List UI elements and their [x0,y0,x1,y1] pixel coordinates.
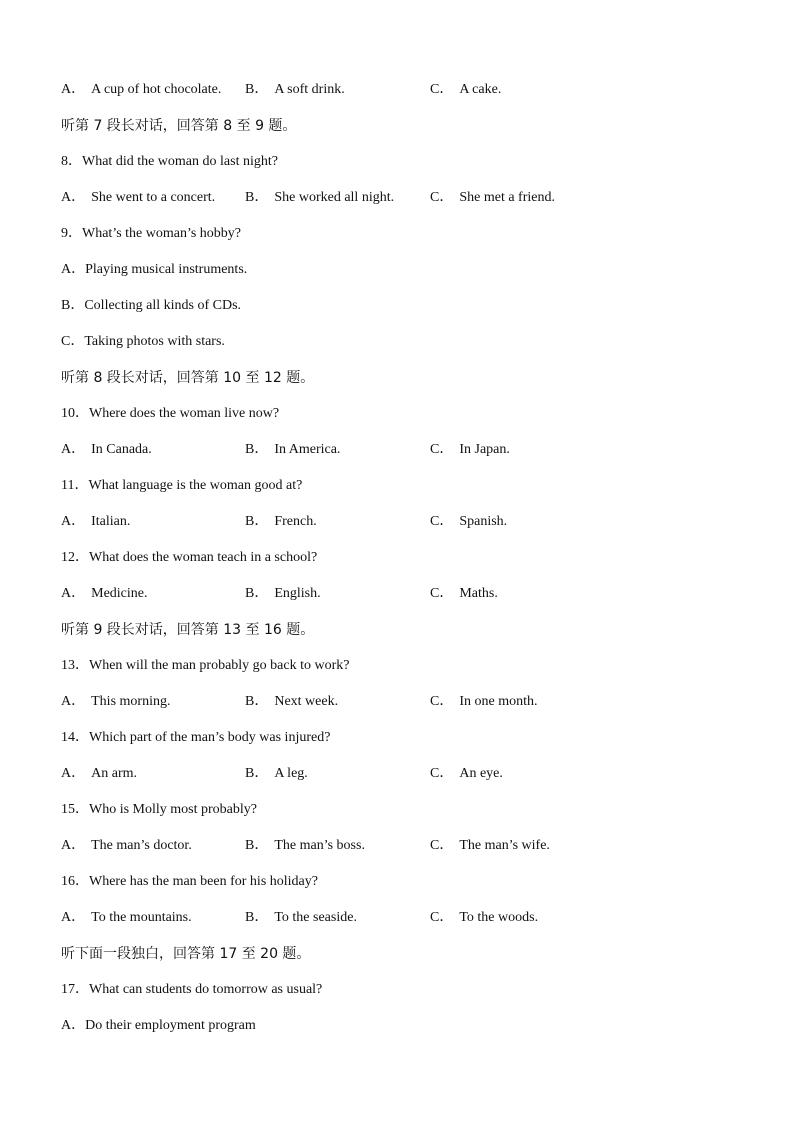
q15-option-b: B． The man’s boss. [245,838,365,853]
q11-option-a: A． Italian. [61,514,131,529]
question-8: 8．What did the woman do last night? [61,154,278,169]
q8-option-b: B． She worked all night. [245,190,395,205]
question-11: 11．What language is the woman good at? [61,478,303,493]
q12-option-a: A． Medicine. [61,586,148,601]
q8-option-a: A． She went to a concert. [61,190,216,205]
q17-option-a: A．Do their employment program [61,1018,256,1033]
question-17: 17．What can students do tomorrow as usual? [61,982,323,997]
q15-option-c: C． The man’s wife. [430,838,550,853]
question-13: 13．When will the man probably go back to work? [61,658,350,673]
q13-option-b: B． Next week. [245,694,339,709]
section-heading-8: 听第 8 段长对话，回答第 10 至 12 题。 [61,370,315,386]
q16-option-b: B． To the seaside. [245,910,357,925]
q8-option-c: C． She met a friend. [430,190,555,205]
q12-option-c: C． Maths. [430,586,498,601]
question-16: 16．Where has the man been for his holiday? [61,874,318,889]
section-heading-7: 听第 7 段长对话，回答第 8 至 9 题。 [61,118,297,134]
q10-option-a: A． In Canada. [61,442,152,457]
q11-option-c: C． Spanish. [430,514,508,529]
q7-option-c: C． A cake. [430,82,502,97]
q7-option-b: B． A soft drink. [245,82,345,97]
q16-option-a: A． To the mountains. [61,910,192,925]
q10-option-b: B． In America. [245,442,341,457]
q12-option-b: B． English. [245,586,321,601]
q11-option-b: B． French. [245,514,317,529]
question-12: 12．What does the woman teach in a school? [61,550,318,565]
q9-option-c: C．Taking photos with stars. [61,334,225,349]
q14-option-c: C． An eye. [430,766,503,781]
q14-option-b: B． A leg. [245,766,308,781]
section-heading-9: 听第 9 段长对话，回答第 13 至 16 题。 [61,622,315,638]
q9-option-a: A．Playing musical instruments. [61,262,248,277]
question-14: 14．Which part of the man’s body was injured? [61,730,331,745]
q13-option-c: C． In one month. [430,694,538,709]
section-heading-10: 听下面一段独白，回答第 17 至 20 题。 [61,946,311,962]
q9-option-b: B．Collecting all kinds of CDs. [61,298,242,313]
question-9: 9．What’s the woman’s hobby? [61,226,242,241]
q16-option-c: C． To the woods. [430,910,539,925]
question-10: 10．Where does the woman live now? [61,406,280,421]
q7-option-a: A． A cup of hot chocolate. [61,82,222,97]
q15-option-a: A． The man’s doctor. [61,838,192,853]
q14-option-a: A． An arm. [61,766,138,781]
question-15: 15．Who is Molly most probably? [61,802,257,817]
q10-option-c: C． In Japan. [430,442,510,457]
q13-option-a: A． This morning. [61,694,171,709]
